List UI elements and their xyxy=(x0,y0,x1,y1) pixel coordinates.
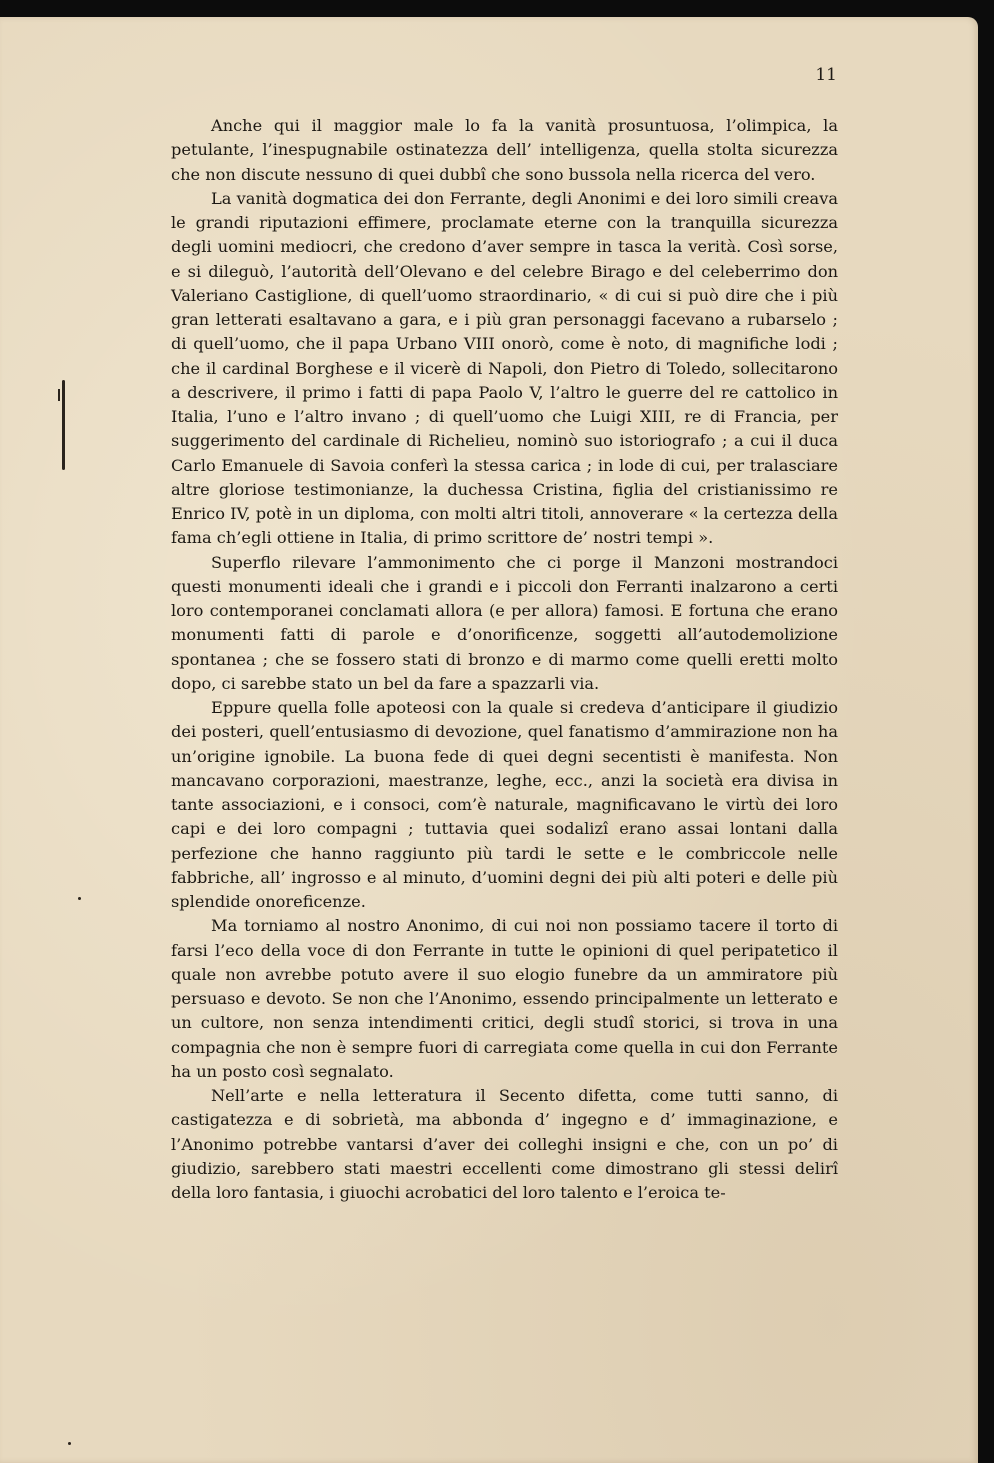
book-page xyxy=(0,17,978,1463)
paragraph-4: Eppure quella folle apoteosi con la quale si credeva d’anticipare il giudizio dei posteri, quell’entusiasmo di devozione, quel fanatismo d’ammirazione non ha un’origine ignobile. La buona fede di quei degni secentisti è manifesta. Non mancavano corporazioni, maestranze, leghe, ecc., anzi la società era divisa in tante associazioni, e i consoci, com’è naturale, magnificavano le virtù dei loro capi e dei loro compagni ; tuttavia quei sodalizî erano assai lontani dalla perfezione che hanno raggiunto più tardi le sette e le combriccole nelle fabbriche, all’ ingrosso e al minuto, d’uomini degni dei più alti poteri e delle più splendide onoreficenze. xyxy=(171,698,838,911)
paragraph-3: Superflo rilevare l’ammonimento che ci porge il Manzoni mostrandoci questi monumenti ideali che i grandi e i piccoli don Ferranti inalzarono a certi loro contemporanei conclamati allora (e per allora) famosi. E fortuna che erano monumenti fatti di parole e d’onorificenze, soggetti all’autodemolizione spontanea ; che se fossero stati di bronzo e di marmo come quelli eretti molto dopo, ci sarebbe stato un bel da fare a spazzarli via. xyxy=(171,552,838,693)
paragraph-2: La vanità dogmatica dei don Ferrante, degli Anonimi e dei loro simili creava le grandi riputazioni effimere, proclamate eterne con la tranquilla sicurezza degli uomini mediocri, che credono d’aver sempre in tasca la verità. Così sorse, e si dileguò, l’autorità dell’Olevano e del celebre Birago e del celeberrimo don Valeriano Castiglione, di quell’uomo straordinario, « di cui si può dire che i più gran letterati esaltavano a gara, e i più gran personaggi facevano a rubarselo ; di quell’uomo, che il papa Urbano VIII onorò, come è noto, di magnifiche lodi ; che il cardinal Borghese e il vicerè di Napoli, don Pietro di Toledo, sollecitarono a descrivere, il primo i fatti di papa Paolo V, l’altro le guerre del re cattolico in Italia, l’uno e l’altro invano ; di quell’uomo che Luigi XIII, re di Francia, per suggerimento del cardinale di Richelieu, nominò suo istoriografo ; a cui il duca Carlo Emanuele di Savoia conferì la stessa carica ; in lode di cui, per tralasciare altre gloriose testimonianze, la duchessa Cristina, figlia del cristianissimo re Enrico IV, potè in un diploma, con molti altri titoli, annoverare « la certezza della fama ch’egli ottiene in Italia, di primo scrittore de’ nostri tempi ». xyxy=(171,188,838,548)
paragraph-1: Anche qui il maggior male lo fa la vanità prosuntuosa, l’olimpica, la petulante, l’inespugnabile ostinatezza dell’ intelligenza, quella stolta sicurezza che non discute nessuno di quei dubbî che sono bussola nella ricerca del vero. xyxy=(171,116,838,184)
corner-dot-mark xyxy=(68,1442,71,1445)
paragraph-6: Nell’arte e nella letteratura il Secento difetta, come tutti sanno, di castigatezza e di sobrietà, ma abbonda d’ ingegno e d’ immaginazione, e l’Anonimo potrebbe vantarsi d’aver dei colleghi insigni e che, con un po’ di giudizio, sarebbero stati maestri eccellenti come dimostrano gli stessi delirî della loro fantasia, i giuochi acrobatici del loro talento e l’eroica te- xyxy=(171,1086,838,1202)
margin-pencil-tick xyxy=(58,389,60,401)
margin-pencil-mark xyxy=(62,380,65,470)
paragraph-5: Ma torniamo al nostro Anonimo, di cui noi non possiamo tacere il torto di farsi l’eco della voce di don Ferrante in tutte le opinioni di quel peripatetico il quale non avrebbe potuto avere il suo elogio funebre da un ammiratore più persuaso e devoto. Se non che l’Anonimo, essendo principalmente un letterato e un cultore, non senza intendimenti critici, degli studî storici, si trova in una compagnia che non è sempre fuori di carregiata come quella in cui don Ferrante ha un posto così segnalato. xyxy=(171,916,838,1081)
body-text xyxy=(171,114,838,1205)
page-number: 11 xyxy=(815,65,837,85)
margin-dot-mark xyxy=(78,897,81,900)
